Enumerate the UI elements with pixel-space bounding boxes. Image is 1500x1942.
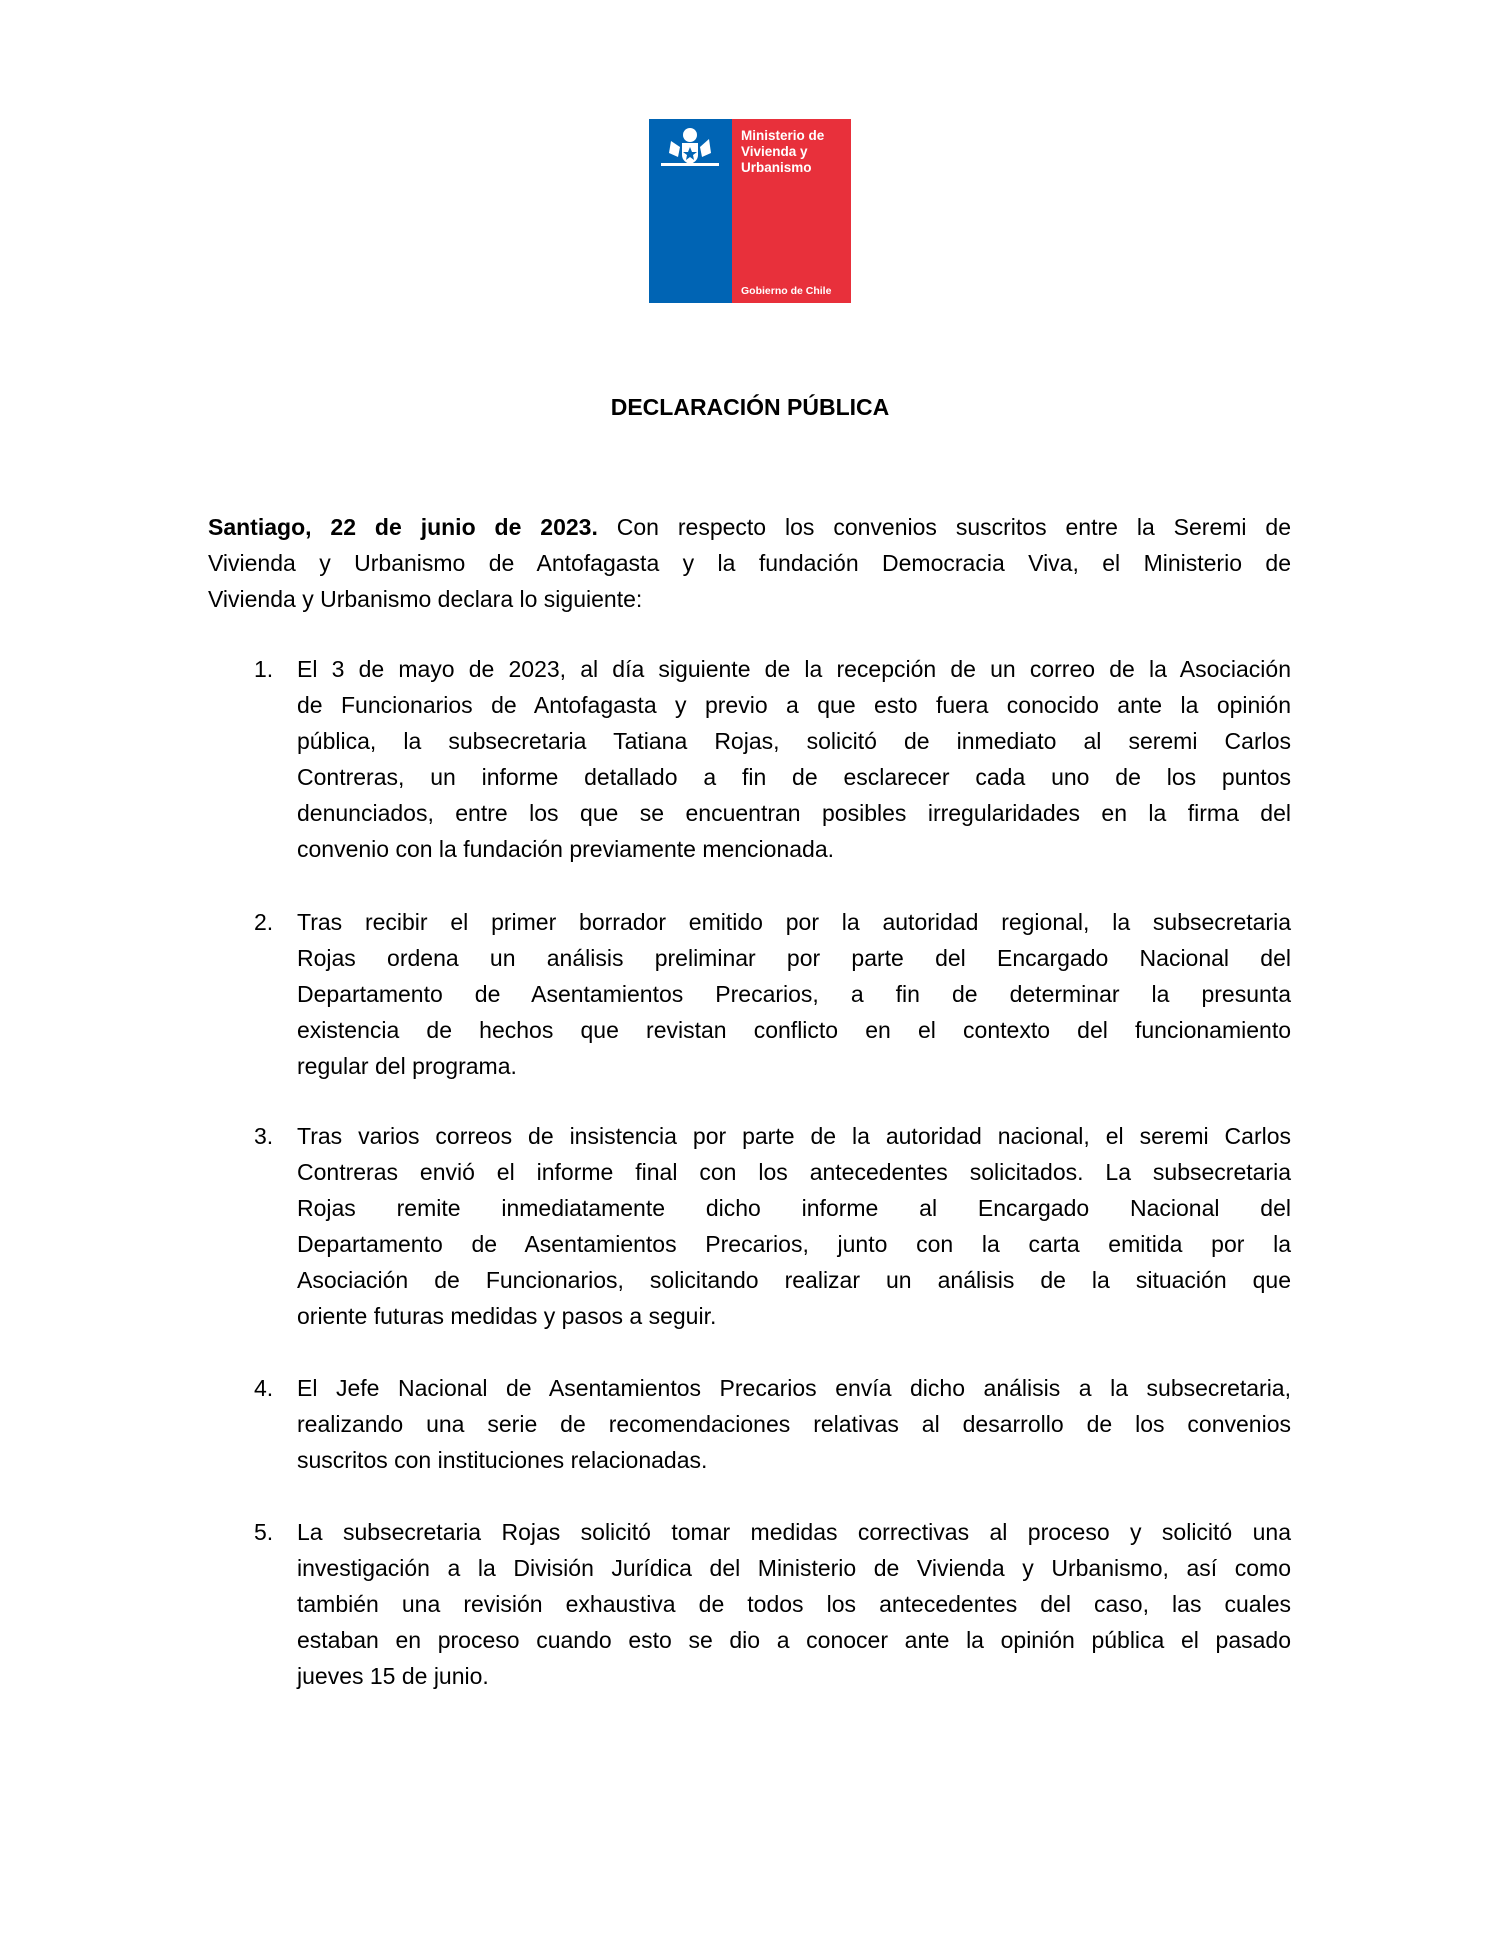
coat-of-arms-panel: [649, 119, 732, 303]
text-line: realizando una serie de recomendaciones relativas al desarrollo de los convenios: [297, 1411, 1291, 1437]
list-text: [297, 1118, 1291, 1334]
text-line: denunciados, entre los que se encuentran posibles irregularidades en la firma del: [297, 800, 1291, 826]
text-line: existencia de hechos que revistan conflicto en el contexto del funcionamiento: [297, 1017, 1291, 1043]
text-line: Departamento de Asentamientos Precarios, junto con la carta emitida por la: [297, 1231, 1291, 1257]
text-line: también una revisión exhaustiva de todos los antecedentes del caso, las cuales: [297, 1591, 1291, 1617]
text-line: [208, 509, 1291, 545]
text-line: Asociación de Funcionarios, solicitando realizar un análisis de la situación que: [297, 1267, 1291, 1293]
list-text: [297, 651, 1291, 867]
text-line: investigación a la División Jurídica del Ministerio de Vivienda y Urbanismo, así como: [297, 1555, 1291, 1581]
text-line: Rojas ordena un análisis preliminar por parte del Encargado Nacional del: [297, 945, 1291, 971]
logo-line: Vivienda y: [741, 144, 808, 159]
text-line: convenio con la fundación previamente mencionada.: [297, 836, 835, 862]
text-line: El 3 de mayo de 2023, al día siguiente de la recepción de un correo de la Asociación: [297, 656, 1291, 682]
text-line: Vivienda y Urbanismo de Antofagasta y la fundación Democracia Viva, el Ministerio de: [208, 550, 1291, 576]
text-line: Vivienda y Urbanismo declara lo siguiente:: [208, 586, 643, 612]
text-line: Tras recibir el primer borrador emitido por la autoridad regional, la subsecretaria: [297, 909, 1291, 935]
text-line: Rojas remite inmediatamente dicho informe al Encargado Nacional del: [297, 1195, 1291, 1221]
logo-line: Ministerio de: [741, 128, 825, 143]
text-line: Contreras, un informe detallado a fin de esclarecer cada uno de los puntos: [297, 764, 1291, 790]
ministry-name-panel: [732, 119, 851, 303]
text-line: pública, la subsecretaria Tatiana Rojas, solicitó de inmediato al seremi Carlos: [297, 728, 1291, 754]
text-line: La subsecretaria Rojas solicitó tomar medidas correctivas al proceso y solicitó una: [297, 1519, 1291, 1545]
text-line: regular del programa.: [297, 1053, 517, 1079]
text-line: Tras varios correos de insistencia por parte de la autoridad nacional, el seremi Carlos: [297, 1123, 1291, 1149]
logo-footer: Gobierno de Chile: [741, 285, 832, 297]
list-number: 4.: [254, 1375, 274, 1401]
list-number: 3.: [254, 1123, 274, 1149]
document-title: DECLARACIÓN PÚBLICA: [610, 394, 890, 420]
text-line: Contreras envió el informe final con los antecedentes solicitados. La subsecretaria: [297, 1159, 1291, 1185]
list-number: 2.: [254, 909, 274, 935]
list-text: [297, 1514, 1291, 1694]
logo-line: Urbanismo: [741, 160, 812, 175]
date-location: Santiago, 22 de junio de 2023.: [208, 514, 598, 540]
text-line: oriente futuras medidas y pasos a seguir.: [297, 1303, 717, 1329]
list-text: [297, 1370, 1291, 1478]
text-fragment: Con respecto los convenios suscritos entre la Seremi de: [597, 514, 1292, 540]
coat-of-arms-icon: [649, 119, 732, 179]
text-line: de Funcionarios de Antofagasta y previo a que esto fuera conocido ante la opinión: [297, 692, 1291, 718]
text-line: El Jefe Nacional de Asentamientos Precarios envía dicho análisis a la subsecretaria,: [297, 1375, 1291, 1401]
list-text: [297, 904, 1291, 1084]
list-number: 5.: [254, 1519, 274, 1545]
text-line: suscritos con instituciones relacionadas.: [297, 1447, 708, 1473]
text-line: Departamento de Asentamientos Precarios, a fin de determinar la presunta: [297, 981, 1291, 1007]
ministry-logo: [649, 119, 851, 303]
text-line: estaban en proceso cuando esto se dio a conocer ante la opinión pública el pasado: [297, 1627, 1291, 1653]
list-number: 1.: [254, 656, 274, 682]
text-line: jueves 15 de junio.: [297, 1663, 489, 1689]
intro-paragraph: [208, 509, 1291, 617]
